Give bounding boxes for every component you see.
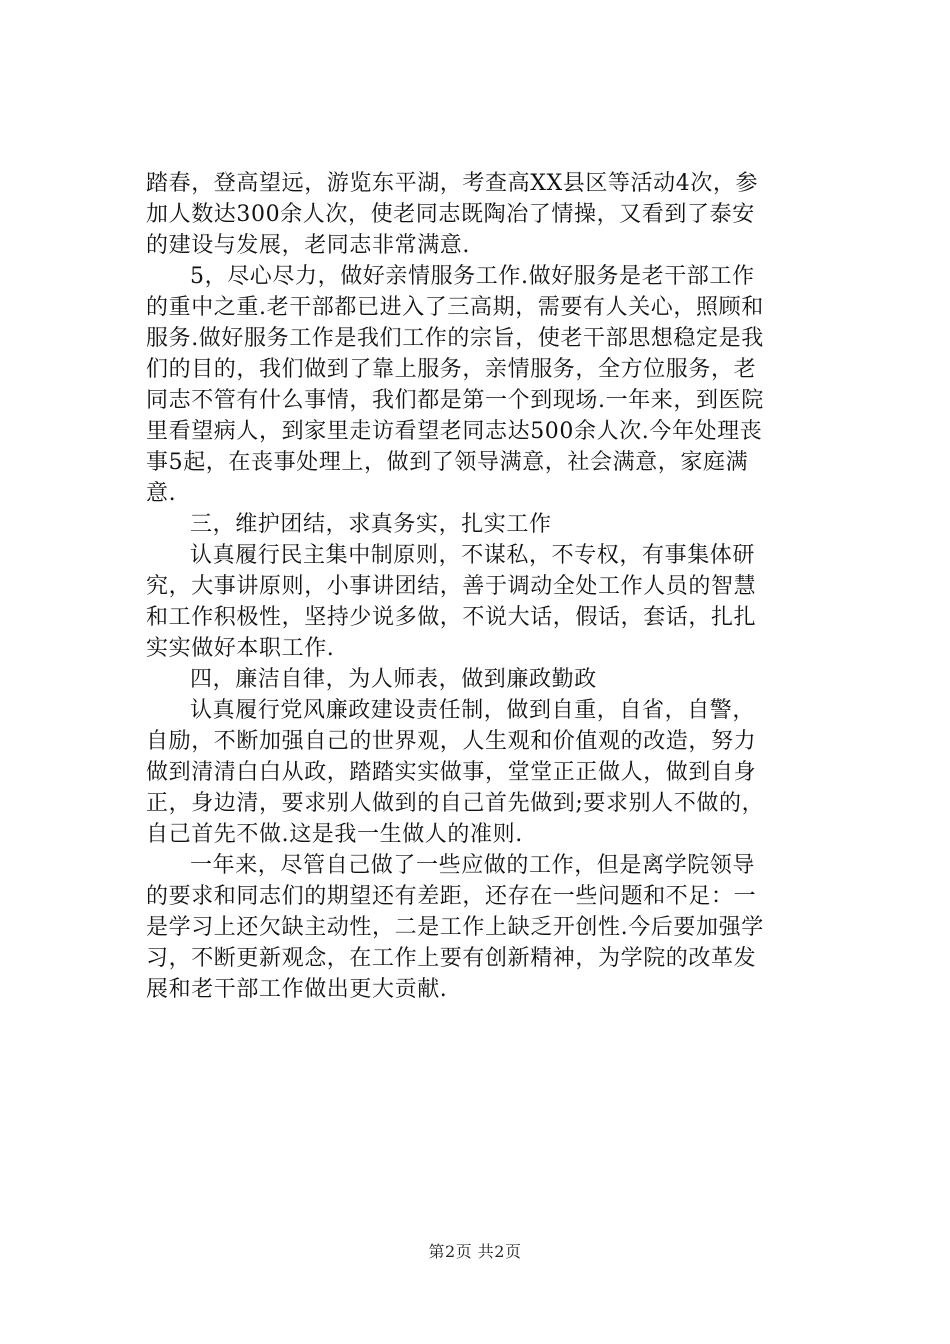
text-line: 自己首先不做.这是我一生做人的准则.	[146, 822, 523, 847]
section-heading: 四，廉洁自律，为人师表，做到廉政勤政	[190, 667, 597, 692]
text-line: 正，身边清，要求别人做到的自己首先做到;要求别人不做的，	[146, 791, 765, 816]
paragraph-first-line: 一年来，尽管自己做了一些应做的工作，但是离学院领导	[190, 853, 756, 878]
paragraph-first-line: 认真履行民主集中制原则，不谋私，不专权，有事集体研	[190, 543, 756, 568]
text-line: 服务.做好服务工作是我们工作的宗旨，使老干部思想稳定是我	[146, 326, 764, 351]
text-line: 的建设与发展，老同志非常满意.	[146, 233, 470, 258]
document-body	[146, 168, 836, 1005]
text-line: 展和老干部工作做出更大贡献.	[146, 977, 448, 1002]
text-line: 们的目的，我们做到了靠上服务，亲情服务，全方位服务，老	[146, 357, 757, 382]
text-line: 同志不管有什么事情，我们都是第一个到现场.一年来，到医院	[146, 388, 764, 413]
section-heading: 三，维护团结，求真务实，扎实工作	[190, 512, 552, 537]
page-number-footer: 第2页 共2页	[428, 1242, 522, 1261]
text-line: 的要求和同志们的期望还有差距，还存在一些问题和不足：一	[146, 884, 757, 909]
text-line: 和工作积极性，坚持少说多做，不说大话，假话，套话，扎扎	[146, 605, 757, 630]
text-line: 做到清清白白从政，踏踏实实做事，堂堂正正做人，做到自身	[146, 760, 757, 785]
text-line: 的重中之重.老干部都已进入了三高期，需要有人关心，照顾和	[146, 295, 764, 320]
paragraph-first-line: 5，尽心尽力，做好亲情服务工作.做好服务是老干部工作	[190, 264, 755, 289]
paragraph-first-line: 认真履行党风廉政建设责任制，做到自重，自省，自警，	[190, 698, 756, 723]
text-line: 里看望病人，到家里走访看望老同志达500余人次.今年处理丧	[146, 419, 763, 444]
text-line: 自励，不断加强自己的世界观，人生观和价值观的改造，努力	[146, 729, 757, 754]
text-line: 究，大事讲原则，小事讲团结，善于调动全处工作人员的智慧	[146, 574, 757, 599]
text-line: 意.	[146, 481, 177, 506]
text-line: 习，不断更新观念，在工作上要有创新精神，为学院的改革发	[146, 946, 757, 971]
text-line: 踏春，登高望远，游览东平湖，考查高XX县区等活动4次，参	[146, 171, 759, 196]
text-line: 事5起，在丧事处理上，做到了领导满意，社会满意，家庭满	[146, 450, 749, 475]
text-line: 是学习上还欠缺主动性，二是工作上缺乏开创性.今后要加强学	[146, 915, 764, 940]
text-line: 实实做好本职工作.	[146, 636, 335, 661]
text-line: 加人数达300余人次，使老同志既陶冶了情操，又看到了泰安	[146, 202, 755, 227]
